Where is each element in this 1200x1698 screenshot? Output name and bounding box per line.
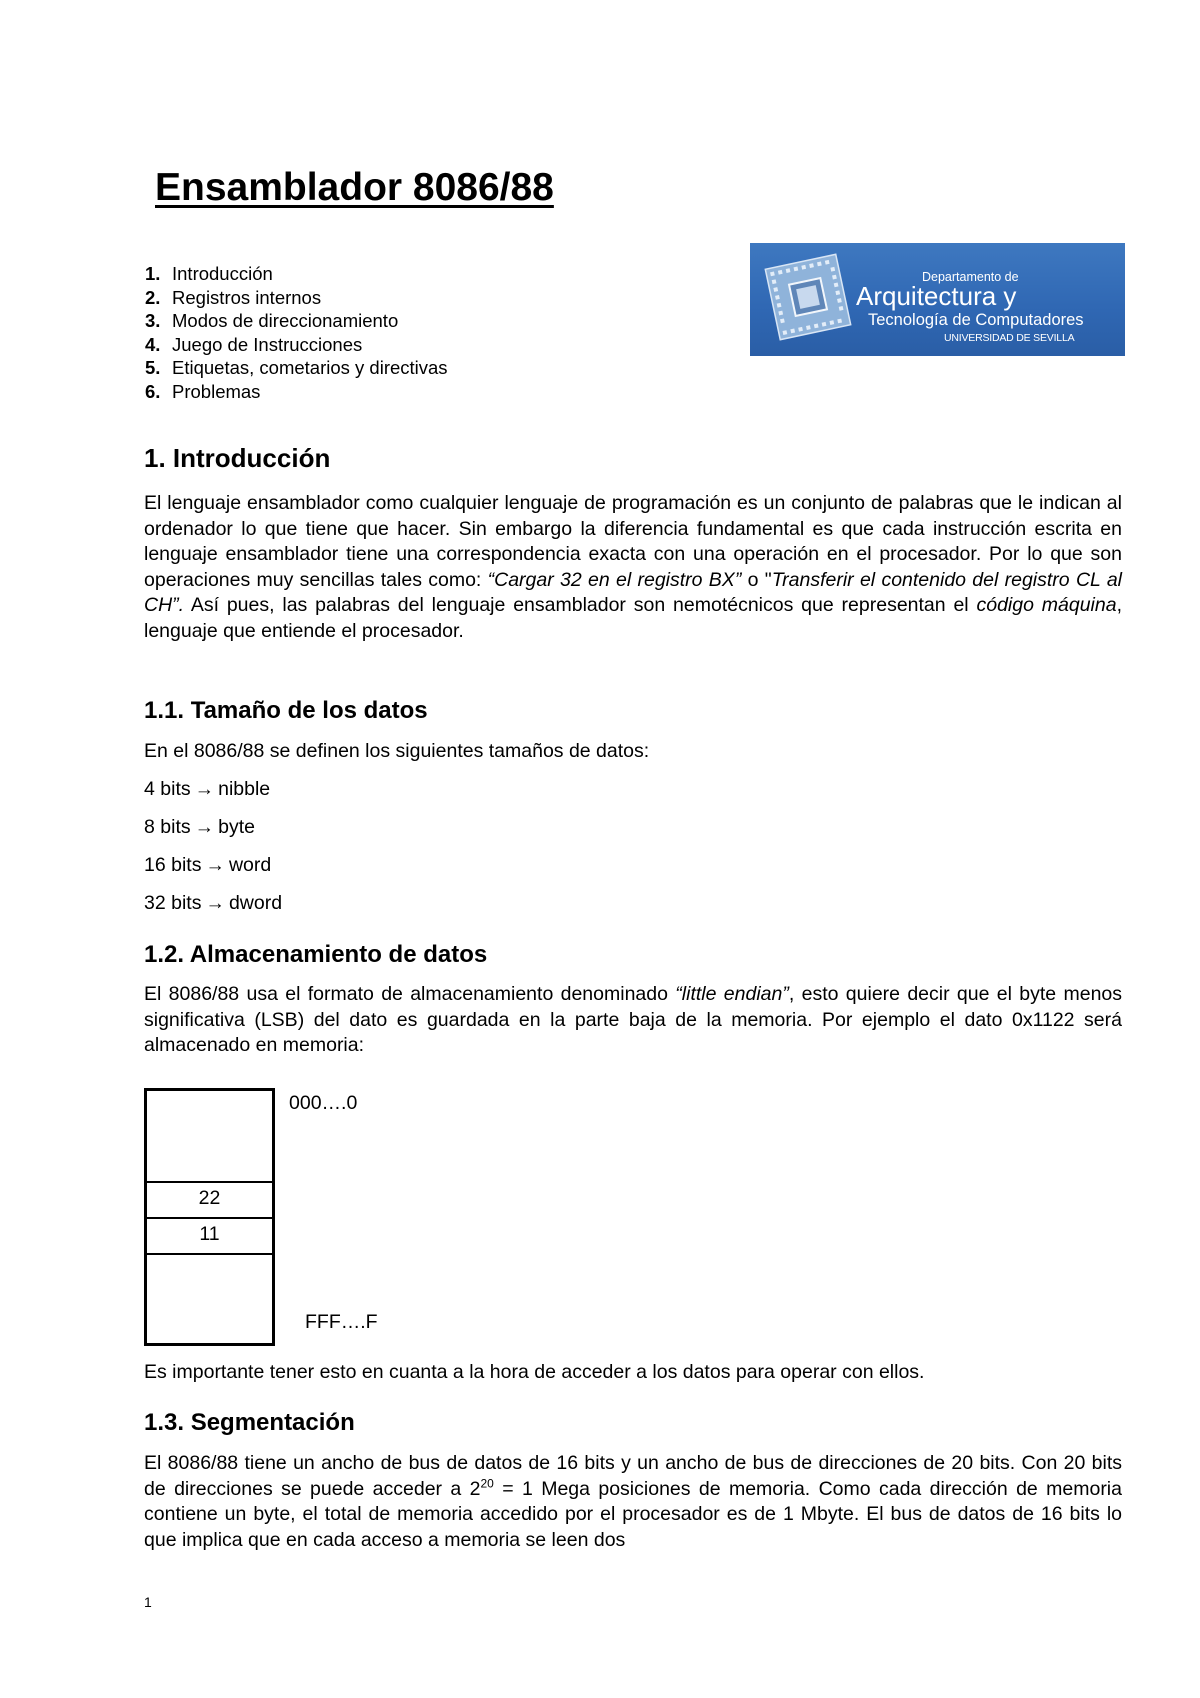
memory-divider (147, 1217, 272, 1219)
arrow-right-icon: → (205, 854, 225, 876)
storage-note: Es importante tener esto en cuanta a la hora de acceder a los datos para operar con ellos. (144, 1361, 925, 1383)
arrow-right-icon: → (205, 892, 225, 914)
toc-item: 3. Modos de direccionamiento (145, 310, 399, 331)
storage-paragraph: El 8086/88 usa el formato de almacenamiento denominado “little endian”, esto quiere decir que el byte menos significativa (LSB) del dato es guardada en la parte baja de la memoria. Por ejemplo el dato 0x1122 será almacenado en memoria: (144, 983, 1123, 1057)
section-heading-tamano: 1.1. Tamaño de los datos (144, 697, 428, 724)
section-heading-almacenamiento: 1.2. Almacenamiento de datos (144, 941, 488, 968)
size-item: 8 bits → byte (144, 816, 255, 838)
size-item: 4 bits → nibble (144, 778, 271, 800)
logo-line-department: Departamento de (922, 270, 1019, 284)
table-of-contents (145, 262, 448, 403)
memory-divider (147, 1253, 272, 1255)
memory-cell-11: 11 (199, 1223, 220, 1245)
size-item: 32 bits → dword (144, 892, 283, 914)
page-number: 1 (144, 1594, 152, 1610)
section-heading-introduccion: 1. Introducción (144, 443, 331, 473)
sizes-intro: En el 8086/88 se definen los siguientes tamaños de datos: (144, 740, 650, 762)
logo-line-architecture: Arquitectura y (856, 281, 1017, 311)
logo-line-university: UNIVERSIDAD DE SEVILLA (944, 332, 1075, 344)
memory-address-high: FFF….F (305, 1311, 378, 1333)
processor-chip-icon (762, 251, 854, 343)
toc-item: 5. Etiquetas, cometarios y directivas (145, 357, 448, 378)
memory-address-low: 000….0 (289, 1092, 358, 1114)
arrow-right-icon: → (194, 816, 215, 838)
size-item: 16 bits → word (144, 854, 272, 876)
toc-item: 6. Problemas (145, 380, 261, 402)
toc-item: 2. Registros internos (145, 286, 322, 308)
intro-paragraph: El lenguaje ensamblador como cualquier lenguaje de programación es un conjunto de palabras que le indican al ordenador lo que tiene que hacer. Sin embargo la diferencia fundamental es que cada instrucción escrita en lenguaje ensamblador tiene una correspondencia exacta con una operación en el procesador. Por lo que son operaciones muy sencillas tales como: “Cargar 32 en el registro BX” o "Transferir el contenido del registro CL al CH”. Así pues, las palabras del lenguaje ensamblador son nemotécnicos que representan el código máquina, lenguaje que entiende el procesador. (144, 492, 1122, 642)
section-heading-segmentacion: 1.3. Segmentación (144, 1409, 355, 1436)
memory-divider (147, 1181, 272, 1183)
arrow-right-icon: → (194, 778, 215, 800)
toc-item: 1. Introducción (145, 263, 273, 284)
memory-cell-22: 22 (198, 1187, 221, 1209)
document-title: Ensamblador 8086/88 (155, 166, 554, 209)
toc-item: 4. Juego de Instrucciones (145, 333, 363, 355)
memory-diagram (144, 1088, 275, 1346)
logo-line-technology: Tecnología de Computadores (868, 311, 1084, 329)
segmentation-paragraph: El 8086/88 tiene un ancho de bus de datos de 16 bits y un ancho de bus de direcciones de 20 bits. Con 20 bits de direcciones se puede acceder a $2^{20} = 1$ Mega posiciones de memoria. Como cada dirección de memoria contiene un byte, el total de memoria accedido por el procesador es de 1 Mbyte. El bus de datos de 16 bits lo que implica que en cada acceso a memoria se leen dos (144, 1452, 1122, 1551)
department-logo (750, 243, 1125, 356)
